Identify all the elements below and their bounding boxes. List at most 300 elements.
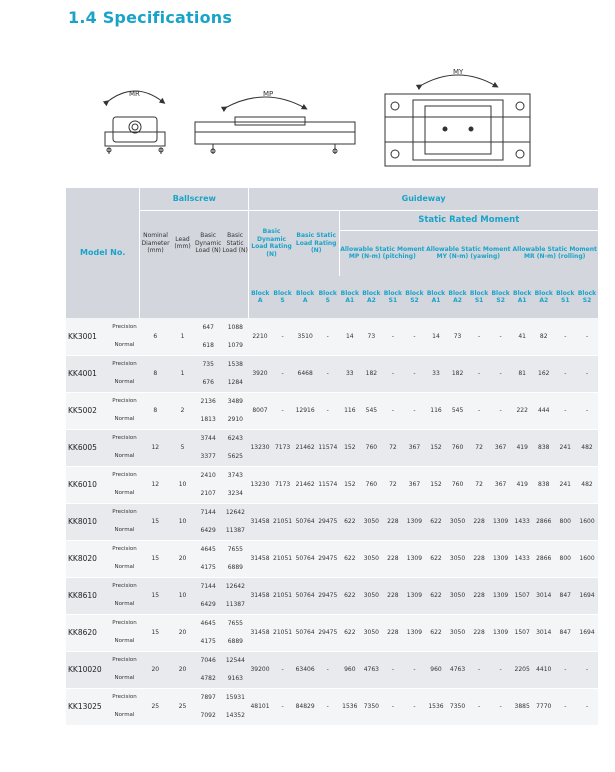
grade-precision: Precision — [109, 688, 140, 707]
guideway-cell: 228 — [468, 614, 490, 651]
dynamic-load-cell: 7897 — [194, 688, 222, 707]
guideway-cell: 1309 — [490, 540, 512, 577]
nominal-diameter-cell: 15 — [140, 503, 171, 540]
header-block-col: Block S2 — [404, 276, 426, 318]
guideway-cell: 7173 — [271, 429, 294, 466]
guideway-cell: 1433 — [511, 540, 533, 577]
header-block-col: Block A2 — [447, 276, 469, 318]
my-label: MY — [453, 68, 464, 76]
guideway-cell: 960 — [339, 651, 361, 688]
guideway-cell: - — [316, 355, 339, 392]
table-row — [66, 577, 598, 596]
header-guideway-dynamic: Basic Dynamic Load Rating (N) — [249, 210, 294, 276]
dynamic-load-cell: 676 — [194, 374, 222, 393]
model-no-cell: KK3001 — [66, 318, 109, 355]
grade-normal: Normal — [109, 633, 140, 652]
dynamic-load-cell: 4782 — [194, 670, 222, 689]
guideway-cell: 760 — [447, 429, 469, 466]
guideway-cell: - — [404, 392, 426, 429]
header-nominal-diameter: Nominal Diameter (mm) — [140, 210, 171, 276]
guideway-cell: 4410 — [533, 651, 555, 688]
grade-normal: Normal — [109, 337, 140, 356]
guideway-cell: 367 — [490, 466, 512, 503]
guideway-cell: 41 — [511, 318, 533, 355]
static-load-cell: 2910 — [222, 411, 249, 430]
nominal-diameter-cell: 15 — [140, 577, 171, 614]
pitching-view — [195, 90, 355, 154]
nominal-diameter-cell: 20 — [140, 651, 171, 688]
guideway-cell: 2866 — [533, 503, 555, 540]
table-row — [66, 503, 598, 522]
header-rolling: Allowable Static Moment MR (N-m) (rolling) — [511, 230, 598, 276]
guideway-cell: 1309 — [490, 503, 512, 540]
guideway-cell: - — [555, 392, 577, 429]
lead-cell: 5 — [171, 429, 195, 466]
header-pitching: Allowable Static Moment MP (N-m) (pitching) — [339, 230, 425, 276]
header-block-col: Block A2 — [533, 276, 555, 318]
table-row — [66, 614, 598, 633]
guideway-cell: 1536 — [339, 688, 361, 725]
guideway-cell: 622 — [425, 540, 447, 577]
guideway-cell: - — [404, 651, 426, 688]
guideway-cell: - — [468, 318, 490, 355]
guideway-cell: 838 — [533, 429, 555, 466]
guideway-cell: 241 — [555, 429, 577, 466]
guideway-cell: - — [271, 651, 294, 688]
guideway-cell: 3050 — [361, 540, 383, 577]
guideway-cell: - — [271, 392, 294, 429]
grade-normal: Normal — [109, 448, 140, 467]
guideway-cell: 182 — [447, 355, 469, 392]
guideway-cell: 622 — [425, 503, 447, 540]
guideway-cell: 21051 — [271, 503, 294, 540]
guideway-cell: 152 — [425, 429, 447, 466]
guideway-cell: 7770 — [533, 688, 555, 725]
guideway-cell: 162 — [533, 355, 555, 392]
guideway-cell: 21051 — [271, 577, 294, 614]
dynamic-load-cell: 3377 — [194, 448, 222, 467]
guideway-cell: 29475 — [316, 540, 339, 577]
grade-normal: Normal — [109, 374, 140, 393]
guideway-cell: 482 — [576, 429, 598, 466]
table-row — [66, 429, 598, 448]
page-title: 1.4 Specifications — [68, 8, 233, 27]
dynamic-load-cell: 7092 — [194, 707, 222, 726]
header-basic-static-load: Basic Static Load (N) — [222, 210, 249, 276]
guideway-cell: 419 — [511, 429, 533, 466]
guideway-cell: 72 — [382, 466, 404, 503]
guideway-cell: 545 — [361, 392, 383, 429]
guideway-cell: 960 — [425, 651, 447, 688]
guideway-cell: - — [576, 392, 598, 429]
grade-precision: Precision — [109, 503, 140, 522]
guideway-cell: 1309 — [490, 614, 512, 651]
header-guideway: Guideway — [249, 188, 598, 210]
moment-diagram — [95, 62, 535, 170]
header-block-col: Block S2 — [490, 276, 512, 318]
guideway-cell: 31458 — [249, 614, 272, 651]
nominal-diameter-cell: 8 — [140, 392, 171, 429]
guideway-cell: 73 — [447, 318, 469, 355]
static-load-cell: 9163 — [222, 670, 249, 689]
guideway-cell: 228 — [382, 503, 404, 540]
guideway-cell: 81 — [511, 355, 533, 392]
nominal-diameter-cell: 12 — [140, 466, 171, 503]
guideway-cell: 3050 — [361, 577, 383, 614]
guideway-cell: 3050 — [447, 577, 469, 614]
guideway-cell: 1536 — [425, 688, 447, 725]
lead-cell: 10 — [171, 503, 195, 540]
guideway-cell: 8007 — [249, 392, 272, 429]
static-load-cell: 1079 — [222, 337, 249, 356]
guideway-cell: - — [271, 688, 294, 725]
guideway-cell: 760 — [447, 466, 469, 503]
guideway-cell: 50764 — [294, 503, 317, 540]
header-block-col: Block S1 — [382, 276, 404, 318]
guideway-cell: - — [490, 688, 512, 725]
guideway-cell: 1694 — [576, 577, 598, 614]
nominal-diameter-cell: 12 — [140, 429, 171, 466]
table-row — [66, 651, 598, 670]
guideway-cell: 1507 — [511, 614, 533, 651]
guideway-cell: 152 — [425, 466, 447, 503]
static-load-cell: 15931 — [222, 688, 249, 707]
header-static-rated-moment: Static Rated Moment — [339, 210, 598, 230]
specifications-table — [66, 188, 598, 725]
guideway-cell: 116 — [425, 392, 447, 429]
mp-label: MP — [263, 90, 274, 98]
guideway-cell: 50764 — [294, 614, 317, 651]
guideway-cell: - — [555, 318, 577, 355]
dynamic-load-cell: 735 — [194, 355, 222, 374]
grade-precision: Precision — [109, 577, 140, 596]
guideway-cell: - — [316, 688, 339, 725]
lead-cell: 10 — [171, 466, 195, 503]
guideway-cell: 72 — [382, 429, 404, 466]
static-load-cell: 3489 — [222, 392, 249, 411]
guideway-cell: 14 — [339, 318, 361, 355]
guideway-cell: - — [316, 318, 339, 355]
guideway-cell: 13230 — [249, 429, 272, 466]
grade-precision: Precision — [109, 651, 140, 670]
header-block-col: Block S1 — [555, 276, 577, 318]
dynamic-load-cell: 4175 — [194, 633, 222, 652]
guideway-cell: 6468 — [294, 355, 317, 392]
model-no-cell: KK6005 — [66, 429, 109, 466]
grade-precision: Precision — [109, 392, 140, 411]
guideway-cell: 545 — [447, 392, 469, 429]
guideway-cell: - — [382, 651, 404, 688]
guideway-cell: - — [576, 688, 598, 725]
model-no-cell: KK8020 — [66, 540, 109, 577]
guideway-cell: 847 — [555, 577, 577, 614]
header-block-col: Block S — [316, 276, 339, 318]
guideway-cell: 2210 — [249, 318, 272, 355]
guideway-cell: 4763 — [361, 651, 383, 688]
guideway-cell: 3014 — [533, 614, 555, 651]
guideway-cell: 838 — [533, 466, 555, 503]
static-load-cell: 6889 — [222, 633, 249, 652]
guideway-cell: 72 — [468, 466, 490, 503]
guideway-cell: - — [576, 355, 598, 392]
header-block-col: Block A1 — [339, 276, 361, 318]
guideway-cell: - — [555, 355, 577, 392]
dynamic-load-cell: 6429 — [194, 522, 222, 541]
guideway-cell: 13230 — [249, 466, 272, 503]
guideway-cell: 228 — [468, 577, 490, 614]
guideway-cell: 82 — [533, 318, 555, 355]
model-no-cell: KK4001 — [66, 355, 109, 392]
guideway-cell: 3050 — [447, 540, 469, 577]
guideway-cell: 367 — [490, 429, 512, 466]
guideway-cell: 2866 — [533, 540, 555, 577]
dynamic-load-cell: 6429 — [194, 596, 222, 615]
guideway-cell: 1600 — [576, 540, 598, 577]
guideway-cell: 39200 — [249, 651, 272, 688]
guideway-cell: - — [555, 651, 577, 688]
static-load-cell: 12642 — [222, 577, 249, 596]
guideway-cell: 31458 — [249, 540, 272, 577]
dynamic-load-cell: 647 — [194, 318, 222, 337]
mr-label: MR — [129, 90, 140, 98]
static-load-cell: 1538 — [222, 355, 249, 374]
guideway-cell: 3920 — [249, 355, 272, 392]
guideway-cell: - — [404, 355, 426, 392]
static-load-cell: 11387 — [222, 596, 249, 615]
guideway-cell: - — [576, 651, 598, 688]
guideway-cell: 7350 — [447, 688, 469, 725]
guideway-cell: 29475 — [316, 614, 339, 651]
guideway-cell: 182 — [361, 355, 383, 392]
dynamic-load-cell: 7144 — [194, 577, 222, 596]
static-load-cell: 11387 — [222, 522, 249, 541]
guideway-cell: - — [490, 392, 512, 429]
nominal-diameter-cell: 15 — [140, 614, 171, 651]
static-load-cell: 7655 — [222, 614, 249, 633]
guideway-cell: 3014 — [533, 577, 555, 614]
static-load-cell: 3234 — [222, 485, 249, 504]
guideway-cell: - — [271, 318, 294, 355]
header-block-col: Block A2 — [361, 276, 383, 318]
lead-cell: 1 — [171, 318, 195, 355]
static-load-cell: 5625 — [222, 448, 249, 467]
guideway-cell: 29475 — [316, 577, 339, 614]
guideway-cell: - — [468, 651, 490, 688]
guideway-cell: - — [316, 651, 339, 688]
guideway-cell: 50764 — [294, 540, 317, 577]
guideway-cell: 73 — [361, 318, 383, 355]
header-block-col: Block A1 — [511, 276, 533, 318]
guideway-cell: 1600 — [576, 503, 598, 540]
grade-precision: Precision — [109, 614, 140, 633]
guideway-cell: 152 — [339, 466, 361, 503]
guideway-cell: 72 — [468, 429, 490, 466]
model-no-cell: KK5002 — [66, 392, 109, 429]
guideway-cell: 3510 — [294, 318, 317, 355]
header-block-col: Block S — [271, 276, 294, 318]
grade-normal: Normal — [109, 559, 140, 578]
nominal-diameter-cell: 25 — [140, 688, 171, 725]
guideway-cell: - — [382, 318, 404, 355]
table-row — [66, 466, 598, 485]
header-model-no: Model No. — [66, 188, 140, 318]
guideway-cell: - — [468, 355, 490, 392]
header-block-col: Block A1 — [425, 276, 447, 318]
table-row — [66, 392, 598, 411]
guideway-cell: 11574 — [316, 466, 339, 503]
guideway-cell: 1309 — [404, 540, 426, 577]
grade-normal: Normal — [109, 670, 140, 689]
guideway-cell: 847 — [555, 614, 577, 651]
dynamic-load-cell: 618 — [194, 337, 222, 356]
grade-precision: Precision — [109, 466, 140, 485]
yawing-view — [385, 68, 530, 166]
dynamic-load-cell: 4645 — [194, 614, 222, 633]
dynamic-load-cell: 7144 — [194, 503, 222, 522]
guideway-cell: 2205 — [511, 651, 533, 688]
guideway-cell: 1433 — [511, 503, 533, 540]
dynamic-load-cell: 2136 — [194, 392, 222, 411]
guideway-cell: 3050 — [447, 614, 469, 651]
dynamic-load-cell: 2107 — [194, 485, 222, 504]
guideway-cell: 1309 — [404, 503, 426, 540]
static-load-cell: 1284 — [222, 374, 249, 393]
guideway-cell: 800 — [555, 540, 577, 577]
guideway-cell: 29475 — [316, 503, 339, 540]
guideway-cell: - — [576, 318, 598, 355]
guideway-cell: - — [271, 355, 294, 392]
lead-cell: 25 — [171, 688, 195, 725]
nominal-diameter-cell: 15 — [140, 540, 171, 577]
guideway-cell: - — [468, 688, 490, 725]
guideway-cell: 800 — [555, 503, 577, 540]
guideway-cell: 31458 — [249, 577, 272, 614]
guideway-cell: 760 — [361, 429, 383, 466]
grade-precision: Precision — [109, 355, 140, 374]
grade-precision: Precision — [109, 429, 140, 448]
guideway-cell: 3050 — [361, 614, 383, 651]
guideway-cell: 3885 — [511, 688, 533, 725]
table-row — [66, 318, 598, 337]
guideway-cell: 1507 — [511, 577, 533, 614]
lead-cell: 20 — [171, 651, 195, 688]
header-block-col: Block S1 — [468, 276, 490, 318]
header-block-col: Block A — [249, 276, 272, 318]
header-block-col: Block A — [294, 276, 317, 318]
guideway-cell: - — [490, 355, 512, 392]
guideway-cell: - — [468, 392, 490, 429]
guideway-cell: 444 — [533, 392, 555, 429]
guideway-cell: 33 — [425, 355, 447, 392]
guideway-cell: 222 — [511, 392, 533, 429]
nominal-diameter-cell: 6 — [140, 318, 171, 355]
static-load-cell: 6243 — [222, 429, 249, 448]
guideway-cell: 48101 — [249, 688, 272, 725]
guideway-cell: - — [382, 392, 404, 429]
lead-cell: 20 — [171, 614, 195, 651]
static-load-cell: 12544 — [222, 651, 249, 670]
guideway-cell: 622 — [339, 503, 361, 540]
dynamic-load-cell: 1813 — [194, 411, 222, 430]
guideway-cell: 11574 — [316, 429, 339, 466]
header-guideway-static: Basic Static Load Rating (N) — [294, 210, 339, 276]
guideway-cell: 21051 — [271, 614, 294, 651]
guideway-cell: 14 — [425, 318, 447, 355]
grade-precision: Precision — [109, 318, 140, 337]
table-row — [66, 355, 598, 374]
guideway-cell: 33 — [339, 355, 361, 392]
guideway-cell: 7350 — [361, 688, 383, 725]
static-load-cell: 3743 — [222, 466, 249, 485]
table-row — [66, 540, 598, 559]
guideway-cell: - — [404, 688, 426, 725]
guideway-cell: 12916 — [294, 392, 317, 429]
guideway-cell: 622 — [339, 577, 361, 614]
static-load-cell: 6889 — [222, 559, 249, 578]
header-yawing: Allowable Static Moment MY (N-m) (yawing) — [425, 230, 511, 276]
guideway-cell: 622 — [339, 540, 361, 577]
lead-cell: 2 — [171, 392, 195, 429]
header-ballscrew: Ballscrew — [140, 188, 249, 210]
grade-normal: Normal — [109, 596, 140, 615]
lead-cell: 20 — [171, 540, 195, 577]
guideway-cell: 228 — [468, 503, 490, 540]
guideway-cell: 228 — [382, 614, 404, 651]
grade-normal: Normal — [109, 411, 140, 430]
guideway-cell: 760 — [361, 466, 383, 503]
model-no-cell: KK13025 — [66, 688, 109, 725]
header-block-col: Block S2 — [576, 276, 598, 318]
lead-cell: 1 — [171, 355, 195, 392]
dynamic-load-cell: 3744 — [194, 429, 222, 448]
nominal-diameter-cell: 8 — [140, 355, 171, 392]
guideway-cell: - — [382, 688, 404, 725]
guideway-cell: 367 — [404, 466, 426, 503]
grade-normal: Normal — [109, 707, 140, 726]
grade-precision: Precision — [109, 540, 140, 559]
static-load-cell: 12642 — [222, 503, 249, 522]
dynamic-load-cell: 4175 — [194, 559, 222, 578]
guideway-cell: 228 — [468, 540, 490, 577]
guideway-cell: 482 — [576, 466, 598, 503]
header-lead: Lead (mm) — [171, 210, 195, 276]
guideway-cell: 3050 — [361, 503, 383, 540]
guideway-cell: 4763 — [447, 651, 469, 688]
grade-normal: Normal — [109, 485, 140, 504]
table-row — [66, 688, 598, 707]
guideway-cell: 622 — [339, 614, 361, 651]
guideway-cell: 1309 — [404, 614, 426, 651]
guideway-cell: 7173 — [271, 466, 294, 503]
model-no-cell: KK10020 — [66, 651, 109, 688]
guideway-cell: - — [490, 318, 512, 355]
dynamic-load-cell: 7046 — [194, 651, 222, 670]
model-no-cell: KK8620 — [66, 614, 109, 651]
guideway-cell: 419 — [511, 466, 533, 503]
grade-normal: Normal — [109, 522, 140, 541]
guideway-cell: 116 — [339, 392, 361, 429]
guideway-cell: 367 — [404, 429, 426, 466]
guideway-cell: - — [490, 651, 512, 688]
model-no-cell: KK6010 — [66, 466, 109, 503]
rolling-view — [105, 90, 165, 154]
guideway-cell: 1694 — [576, 614, 598, 651]
guideway-cell: 241 — [555, 466, 577, 503]
guideway-cell: - — [382, 355, 404, 392]
dynamic-load-cell: 4645 — [194, 540, 222, 559]
guideway-cell: - — [555, 688, 577, 725]
guideway-cell: 63406 — [294, 651, 317, 688]
